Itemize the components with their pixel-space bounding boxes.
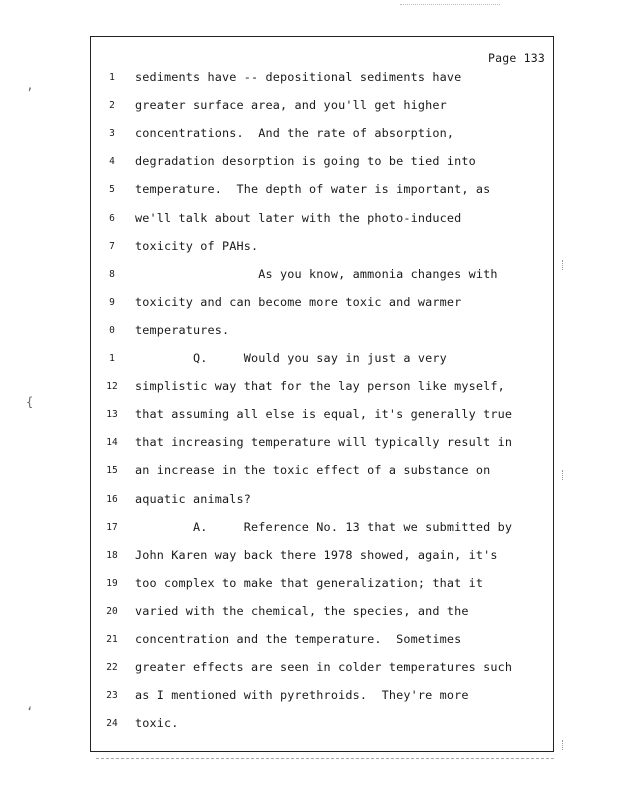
transcript-line xyxy=(91,266,553,286)
line-number: 18 xyxy=(106,549,118,561)
transcript-line xyxy=(91,575,553,595)
transcript-line xyxy=(91,210,553,230)
line-text: greater effects are seen in colder temperatures such xyxy=(135,660,513,675)
left-margin-mark-bottom: ‘ xyxy=(26,705,34,719)
line-text: concentrations. And the rate of absorption, xyxy=(135,126,455,141)
transcript-line xyxy=(91,238,553,258)
line-text: temperatures. xyxy=(135,322,230,337)
transcript-line xyxy=(91,491,553,511)
line-number: 17 xyxy=(106,521,118,533)
transcript-page-frame xyxy=(90,36,554,752)
line-number: 24 xyxy=(106,718,118,730)
line-number: 9 xyxy=(109,296,115,308)
line-number: 12 xyxy=(106,381,118,393)
line-number: 13 xyxy=(106,409,118,421)
line-text: sediments have -- depositional sediments have xyxy=(135,70,462,84)
line-number: 3 xyxy=(109,128,115,140)
transcript-line xyxy=(91,687,553,707)
right-margin-tick xyxy=(562,260,565,270)
line-text: simplistic way that for the lay person like myself, xyxy=(135,379,505,394)
line-text: concentration and the temperature. Sometimes xyxy=(135,632,462,646)
transcript-line xyxy=(91,715,553,735)
line-text: that assuming all else is equal, it's generally true xyxy=(135,407,513,422)
transcript-line xyxy=(91,153,553,173)
top-edge-mark xyxy=(400,4,500,7)
transcript-line xyxy=(91,97,553,117)
transcript-line xyxy=(91,434,553,454)
line-number: 2 xyxy=(109,100,115,112)
line-number: 16 xyxy=(106,493,118,505)
line-number: 23 xyxy=(106,690,118,702)
line-text: toxicity of PAHs. xyxy=(135,238,259,253)
line-number: 19 xyxy=(106,577,118,589)
line-number: 20 xyxy=(106,605,118,617)
transcript-line xyxy=(91,294,553,314)
line-number: 6 xyxy=(109,212,115,224)
line-text: Q. Would you say in just a very xyxy=(135,351,447,365)
line-text: an increase in the toxic effect of a substance on xyxy=(135,463,491,478)
transcript-line xyxy=(91,181,553,201)
line-text: greater surface area, and you'll get higher xyxy=(135,98,447,113)
transcript-line xyxy=(91,350,553,370)
line-number: 7 xyxy=(109,240,115,252)
line-text: A. Reference No. 13 that we submitted by xyxy=(135,519,513,534)
right-margin-tick xyxy=(562,470,565,480)
transcript-line xyxy=(91,406,553,426)
line-text: toxic. xyxy=(135,716,179,731)
right-margin-tick xyxy=(562,740,565,750)
left-margin-bracket: { xyxy=(26,395,34,409)
line-number: 21 xyxy=(106,634,118,645)
line-text: John Karen way back there 1978 showed, again, it's xyxy=(135,547,498,562)
line-number: 0 xyxy=(109,324,115,336)
line-number: 4 xyxy=(109,156,115,168)
line-number: 5 xyxy=(109,184,115,196)
line-text: that increasing temperature will typically result in xyxy=(135,435,513,450)
transcript-line xyxy=(91,125,553,145)
page-number: Page 133 xyxy=(488,51,545,65)
line-text: degradation desorption is going to be tied into xyxy=(135,154,476,169)
line-text: aquatic animals? xyxy=(135,491,252,506)
line-number: 22 xyxy=(106,662,118,674)
line-text: we'll talk about later with the photo-induced xyxy=(135,210,462,225)
transcript-line xyxy=(91,603,553,623)
transcript-line xyxy=(91,322,553,342)
left-margin-mark: ’ xyxy=(26,86,34,100)
line-text: as I mentioned with pyrethroids. They're more xyxy=(135,688,469,703)
transcript-line xyxy=(91,547,553,567)
line-number: 14 xyxy=(106,437,118,449)
line-number: 8 xyxy=(109,268,115,280)
transcript-line xyxy=(91,378,553,398)
line-text: As you know, ammonia changes with xyxy=(135,266,498,281)
line-text: temperature. The depth of water is important, as xyxy=(135,182,491,197)
transcript-line xyxy=(91,69,553,89)
line-text: toxicity and can become more toxic and warmer xyxy=(135,294,462,309)
line-number: 15 xyxy=(106,465,118,477)
line-text: varied with the chemical, the species, and the xyxy=(135,603,469,618)
transcript-line xyxy=(91,659,553,679)
transcript-line xyxy=(91,462,553,482)
line-number: 1 xyxy=(109,72,115,83)
bottom-edge-mark xyxy=(96,758,554,763)
transcript-line xyxy=(91,519,553,539)
transcript-line xyxy=(91,631,553,651)
line-text: too complex to make that generalization; that it xyxy=(135,575,484,590)
line-number: 1 xyxy=(109,353,115,364)
